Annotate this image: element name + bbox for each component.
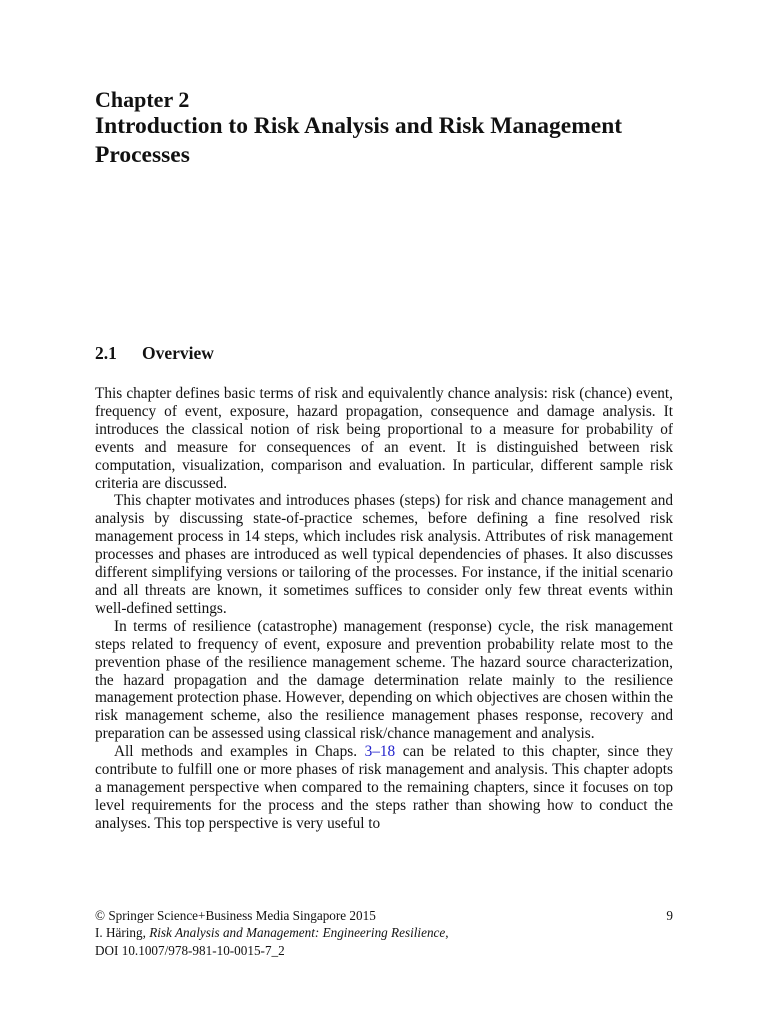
- paragraph-1: This chapter defines basic terms of risk and equivalently chance analysis: risk (chance) event, frequency of event, exposure, hazard propagation, consequence and damage analysis. It introduces the classical notion of risk being proportional to a measure for probability of events and measure for consequences of an event. It is distinguished between risk computation, visualization, comparison and evaluation. In particular, different sample risk criteria are discussed.: [95, 385, 673, 492]
- section-number: 2.1: [95, 343, 117, 363]
- book-title-suffix: ,: [445, 925, 449, 941]
- page-number: 9: [666, 908, 673, 923]
- range-dash: –: [372, 743, 380, 761]
- chapter-title: Introduction to Risk Analysis and Risk Management Processes: [95, 113, 623, 168]
- doi-line: DOI 10.1007/978-981-10-0015-7_2: [95, 942, 285, 958]
- section-title: Overview: [142, 343, 214, 363]
- citation-line: [95, 924, 673, 941]
- section-heading: [95, 341, 214, 365]
- paragraph-4: [95, 743, 673, 833]
- paragraph-4-text-start: All methods and examples in Chaps.: [114, 743, 365, 761]
- paragraph-3: In terms of resilience (catastrophe) management (response) cycle, the risk management steps related to frequency of event, exposure and prevention probability relate most to the prevention phase of the resilience management scheme. The hazard source characterization, the hazard propagation and the damage determination relate mainly to the resilience management protection phase. However, depending on which objectives are chosen within the risk management scheme, also the resilience management phases response, recovery and preparation can be assessed using classical risk/chance management and analysis.: [95, 617, 673, 743]
- copyright-line: © Springer Science+Business Media Singapore 2015: [95, 908, 376, 923]
- paragraph-4-text-end: can be related to this chapter, since they contribute to fulfill one or more phases of risk management and analysis. This chapter adopts a management perspective when compared to the remaining chapters, since it focuses on top level requirements for the process and the steps rather than showing how to conduct the analyses. This top perspective is very useful to: [95, 743, 673, 832]
- author: I. Häring,: [95, 925, 150, 941]
- footer: [95, 907, 673, 959]
- chapter-label: Chapter 2: [95, 87, 190, 112]
- paragraph-2: This chapter motivates and introduces phases (steps) for risk and chance management and analysis by discussing state-of-practice schemes, before defining a fine resolved risk management process in 14 steps, which includes risk analysis. Attributes of risk management processes and phases are introduced as well typical dependencies of phases. It also discusses different simplifying versions or tailoring of the processes. For instance, if the initial scenario and all threats are known, it sometimes suffices to consider only few threat events within well-defined settings.: [95, 492, 673, 617]
- page: [95, 0, 673, 1024]
- body-text: [95, 385, 673, 833]
- book-title: Risk Analysis and Management: Engineering Resilience: [149, 925, 446, 941]
- chapter-3-link[interactable]: 3: [364, 743, 373, 761]
- chapter-18-link[interactable]: 18: [379, 743, 396, 761]
